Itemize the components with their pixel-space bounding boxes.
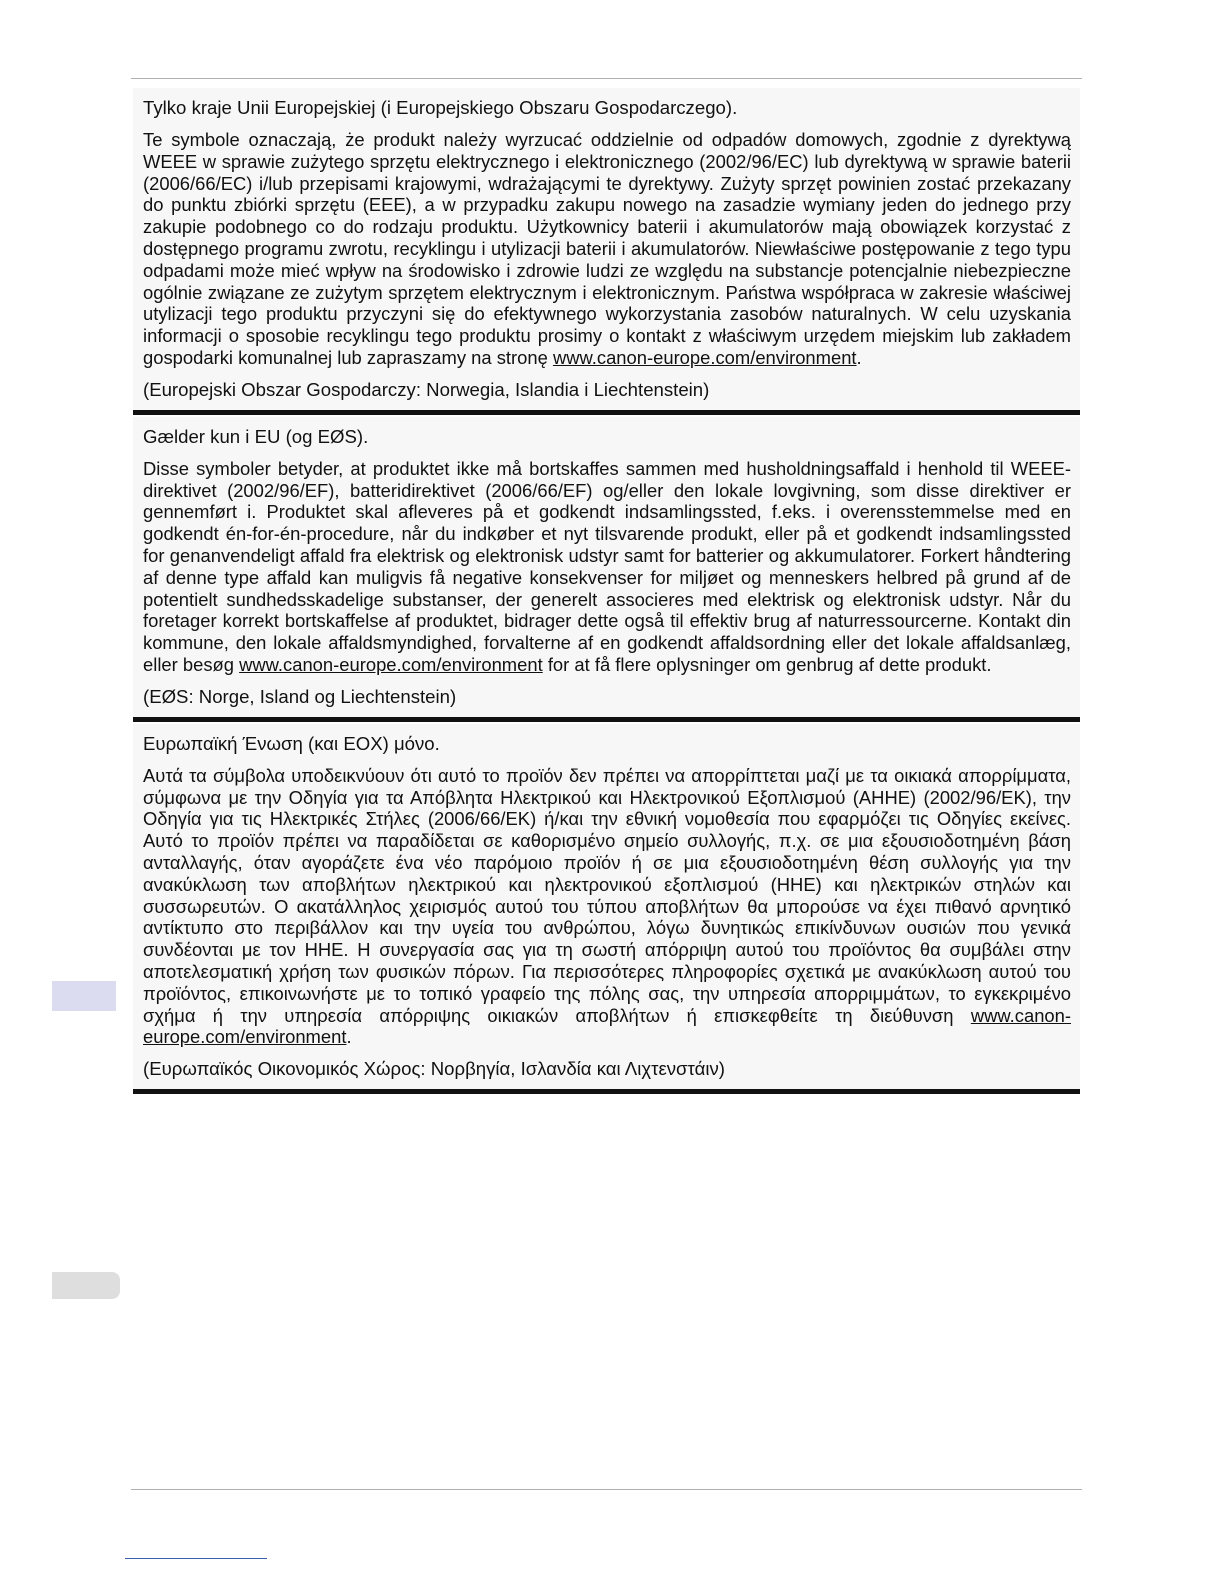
section-body [143, 458, 1071, 676]
side-index-tab [52, 981, 116, 1011]
section-polish [133, 88, 1080, 415]
side-index-tab-lower [52, 1272, 120, 1299]
body-text: Disse symboler betyder, at produktet ikke må bortskaffes sammen med husholdningsaffald i henhold til WEEE-direktivet (2002/96/EF), batteridirektivet (2006/66/EF) og/eller den lokale lovgivning, som disse direktiver er gennemført i. Produktet skal afleveres på et godkendt indsamlingssted, f.eks. i overensstemmelse med en godkendt én-for-én-procedure, når du indkøber et nyt tilsvarende produkt, eller på et godkendt indsamlingssted for genanvendeligt affald fra elektrisk og elektronisk udstyr samt for batterier og akkumulatorer. Forkert håndtering af denne type affald kan muligvis få negative konsekvenser for miljøet og menneskers helbred på grund af de potentielt sundhedsskadelige substanser, der generelt associeres med elektrisk og elektronisk udstyr. Når du foretager korrekt bortskaffelse af produktet, bidrager dette også til effektiv brug af naturressourcerne. Kontakt din kommune, den lokale affaldsmyndighed, forvalterne af en godkendt affaldsordning eller det lokale affaldsanlæg, eller besøg [143, 457, 1071, 675]
section-note: (EØS: Norge, Island og Liechtenstein) [143, 685, 457, 707]
section-title: Gælder kun i EU (og EØS). [143, 425, 369, 447]
section-title: Tylko kraje Unii Europejskiej (i Europejskiego Obszaru Gospodarczego). [143, 97, 738, 118]
section-note: (Europejski Obszar Gospodarczy: Norwegia, Islandia i Liechtenstein) [143, 378, 710, 400]
bottom-rule [131, 1489, 1082, 1490]
body-text: Αυτά τα σύμβολα υποδεικνύουν ότι αυτό το προϊόν δεν πρέπει να απορρίπτεται μαζί με τα οικιακά απορρίμματα, σύμφωνα με την Οδηγία για τα Απόβλητα Ηλεκτρικού και Ηλεκτρονικού Εξοπλισμού (ΑΗΗΕ) (2002/96/ΕΚ), την Οδηγία για τις Ηλεκτρικές Στήλες (2006/66/ΕΚ) ή/και την εθνική νομοθεσία που εφαρμόζει τις Οδηγίες εκείνες. Αυτό το προϊόν πρέπει να παραδίδεται σε καθορισμένο σημείο συλλογής, π.χ. σε μια εξουσιοδοτημένη βάση ανταλλαγής, όταν αγοράζετε ένα νέο παρόμοιο προϊόν ή σε μια εξουσιοδοτημένη θέση συλλογής για την ανακύκλωση των αποβλήτων ηλεκτρικού και ηλεκτρονικού εξοπλισμού (ΗΗΕ) και ηλεκτρικών στηλών και συσσωρευτών. Ο ακατάλληλος χειρισμός αυτού του τύπου αποβλήτων θα μπορούσε να έχει πιθανό αρνητικό αντίκτυπο στο περιβάλλον και την υγεία του ανθρώπου, λόγω δυνητικώς επικίνδυνων ουσιών που γενικά συνδέονται με τον ΗΗΕ. Η συνεργασία σας για τη σωστή απόρριψη αυτού του προϊόντος θα συμβάλει στην αποτελεσματική χρήση των φυσικών πόρων. Για περισσότερες πληροφορίες σχετικά με ανακύκλωση αυτού του προϊόντος, επικοινωνήστε με το τοπικό γραφείο της πόλης σας, την υπηρεσία απορριμμάτων, το εγκεκριμένο σχήμα ή την υπηρεσία απόρριψης οικιακών αποβλήτων ή επισκεφθείτε τη διεύθυνση [143, 764, 1071, 1026]
body-text-end: . [346, 1026, 352, 1048]
section-title: Ευρωπαϊκή Ένωση (και ΕΟΧ) μόνο. [143, 732, 440, 754]
environment-link[interactable]: www.canon-europe.com/environment [143, 1004, 1071, 1048]
top-rule [131, 78, 1082, 79]
environment-link[interactable]: www.canon-europe.com/environment [239, 653, 543, 675]
body-text: Te symbole oznaczają, że produkt należy wyrzucać oddzielnie od odpadów domowych, zgodnie z dyrektywą WEEE w sprawie zużytego sprzętu elektrycznego i elektronicznego (2002/96/EC) lub dyrektywą w sprawie baterii (2006/66/EC) i/lub przepisami krajowymi, wdrażającymi te dyrektywy. Zużyty sprzęt powinien zostać przekazany do punktu zbiórki sprzętu (EEE), a w przypadku zakupu nowego na zasadzie wymiany jeden do jednego przy zakupie podobnego co do rodzaju produktu. Użytkownicy baterii i akumulatorów mają obowiązek korzystać z dostępnego programu zwrotu, recyklingu i utylizacji baterii i akumulatorów. Niewłaściwe postępowanie z tego typu odpadami może mieć wpływ na środowisko i zdrowie ludzi ze względu na substancje potencjalnie niebezpieczne ogólnie związane ze zużytym sprzętem elektrycznym i elektronicznym. Państwa współpraca w zakresie właściwej utylizacji tego produktu przyczyni się do efektywnego wykorzystania zasobów naturalnych. W celu uzyskania informacji o sposobie recyklingu tego produktu prosimy o kontakt z właściwym urzędem miejskim lub zakładem gospodarki komunalnej lub zapraszamy na stronę [143, 129, 1071, 368]
body-text-end: for at få flere oplysninger om genbrug af dette produkt. [542, 653, 992, 675]
section-body [143, 129, 1071, 369]
section-note: (Ευρωπαϊκός Οικονομικός Χώρος: Νορβηγία, Ισλανδία και Λιχτενστάιν) [143, 1058, 725, 1080]
body-text-end: . [856, 346, 862, 368]
section-danish [133, 417, 1080, 722]
section-greek [133, 724, 1080, 1094]
environment-link[interactable]: www.canon-europe.com/environment [552, 346, 857, 368]
section-body [143, 765, 1071, 1048]
footer-link-underline [125, 1558, 267, 1559]
document-content [133, 88, 1080, 1094]
